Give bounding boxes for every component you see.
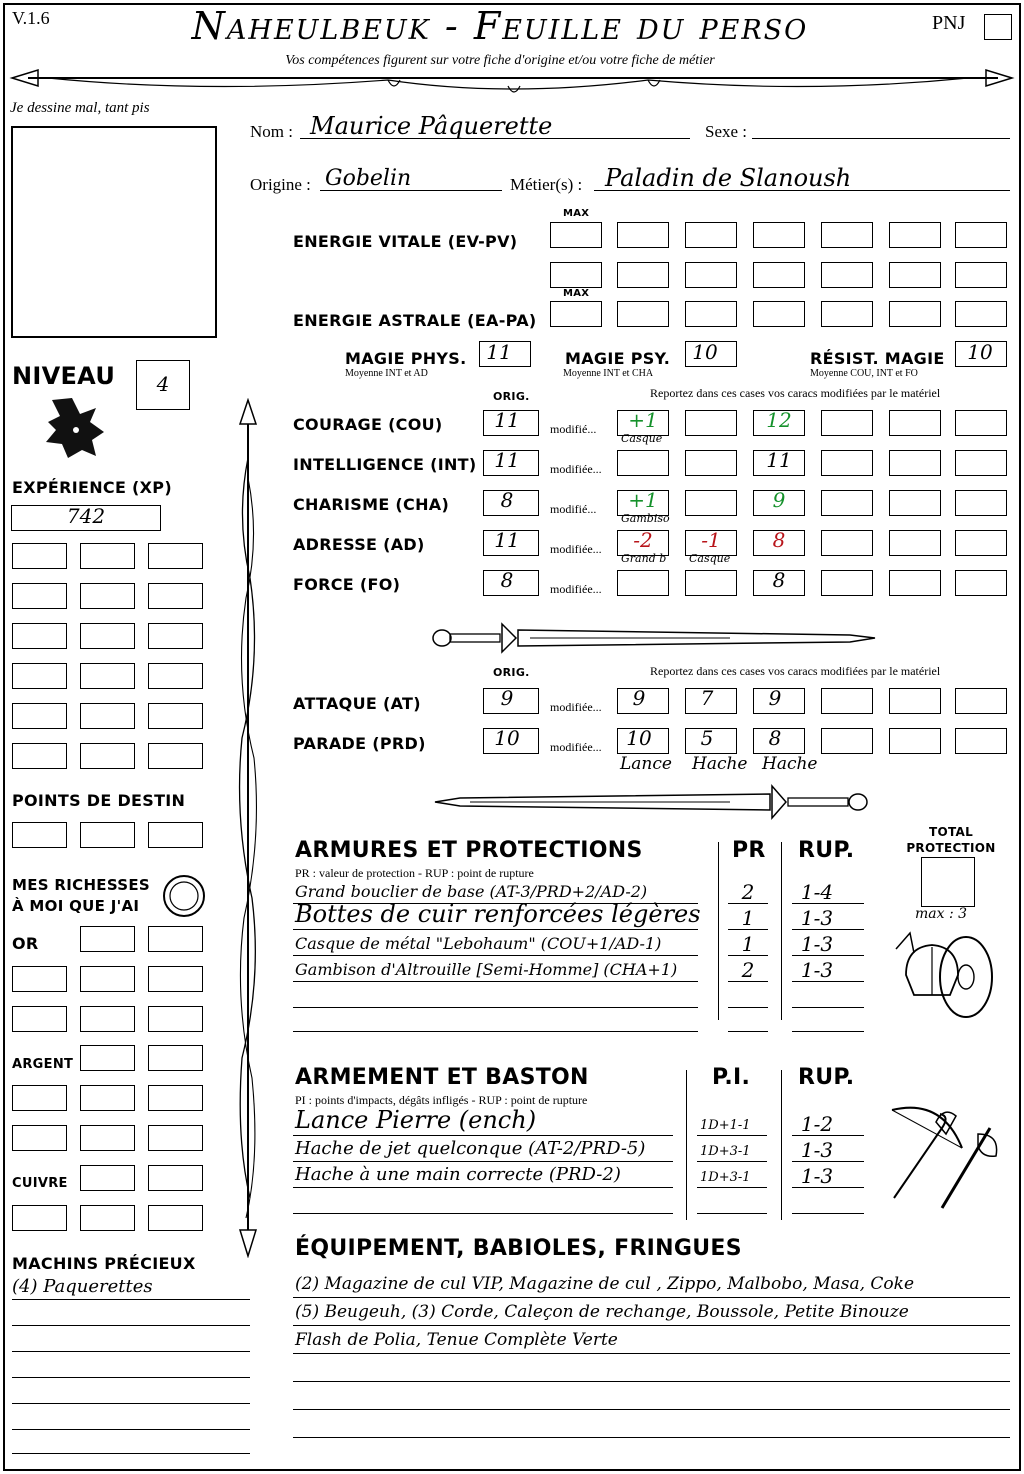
machins-label: MACHINS PRÉCIEUX	[12, 1254, 196, 1273]
equip-line-2[interactable]	[293, 1352, 1010, 1354]
argent-box-2-2[interactable]	[148, 1125, 203, 1151]
ev-box-1-4[interactable]	[821, 262, 873, 288]
reportez-note-2: Reportez dans ces cases vos caracs modifiées par le matériel	[650, 664, 941, 678]
carac-mod-box-3-3[interactable]	[821, 530, 873, 556]
origine-label: Origine :	[250, 175, 311, 194]
argent-box-1-1[interactable]	[80, 1085, 135, 1111]
ev-label: ENERGIE VITALE (EV-PV)	[293, 232, 518, 251]
ea-box-5[interactable]	[889, 301, 941, 327]
orig-label-2: ORIG.	[493, 666, 530, 679]
xp-box-2-2[interactable]	[148, 623, 203, 649]
pr-header: PR	[732, 838, 766, 863]
at-mod-box-4[interactable]	[889, 688, 941, 714]
arme-pi-line-3[interactable]	[697, 1212, 767, 1214]
carac-mod2-3: -1	[701, 528, 721, 552]
xp-box-0-2[interactable]	[148, 543, 203, 569]
coin-icon	[160, 872, 210, 922]
armure-rup-line-5[interactable]	[792, 1030, 864, 1032]
carac-mod3-3: 8	[772, 528, 786, 552]
weapons-icon	[882, 1098, 1002, 1214]
argent-value-box[interactable]	[80, 1045, 135, 1071]
arme-rup-0: 1-2	[800, 1112, 834, 1136]
or-box-1-0[interactable]	[12, 966, 67, 992]
weapon-name-2: Hache	[692, 754, 748, 774]
magie-psy-note: Moyenne INT et CHA	[563, 368, 654, 379]
arme-line-1[interactable]	[293, 1160, 673, 1162]
cuivre-label: CUIVRE	[12, 1176, 68, 1191]
armure-line-2[interactable]	[293, 954, 698, 956]
xp-box-4-0[interactable]	[12, 703, 67, 729]
armement-note: PI : points d'impacts, dégâts infligés - RUP : point de rupture	[295, 1093, 588, 1107]
arme-name-0: Lance Pierre (ench)	[295, 1106, 537, 1134]
carac-label-2: CHARISME (CHA)	[293, 495, 450, 514]
at-mod-box-3[interactable]	[821, 688, 873, 714]
magie-psy-label: MAGIE PSY.	[565, 349, 671, 368]
pnj-checkbox[interactable]	[984, 14, 1012, 40]
nom-value: Maurice Pâquerette	[310, 112, 553, 140]
armure-pr-3: 2	[741, 958, 755, 982]
carac-mod-box-4-5[interactable]	[955, 570, 1007, 596]
or-box-2-2[interactable]	[148, 1006, 203, 1032]
resist-value: 10	[967, 340, 993, 364]
ev-box-0-3[interactable]	[753, 222, 805, 248]
carac-mod-box-4-0[interactable]	[617, 570, 669, 596]
xp-box-1-2[interactable]	[148, 583, 203, 609]
machins-line-6[interactable]	[12, 1452, 250, 1454]
ev-box-1-5[interactable]	[889, 262, 941, 288]
xp-box-3-0[interactable]	[12, 663, 67, 689]
ev-box-1-2[interactable]	[685, 262, 737, 288]
carac-mod-box-3-4[interactable]	[889, 530, 941, 556]
vertical-spear-icon	[228, 398, 268, 1258]
ea-box-1[interactable]	[617, 301, 669, 327]
sexe-label: Sexe :	[705, 122, 748, 141]
ev-box-0-5[interactable]	[889, 222, 941, 248]
carac-note2-3: Casque	[689, 552, 731, 565]
carac-label-0: COURAGE (COU)	[293, 415, 443, 434]
prd-mod-2: 8	[768, 726, 782, 750]
cuivre-box-0-2[interactable]	[148, 1165, 203, 1191]
prd-orig: 10	[494, 726, 520, 750]
machins-line-4[interactable]	[12, 1402, 250, 1404]
portrait-box[interactable]	[11, 126, 217, 338]
carac-orig-1: 11	[494, 448, 520, 472]
armure-pr-1: 1	[741, 906, 755, 930]
arme-name-2: Hache à une main correcte (PRD-2)	[295, 1164, 621, 1185]
carac-mod3-1: 11	[766, 448, 792, 472]
carac-mod1-0: +1	[628, 408, 658, 432]
carac-note1-3: Grand b	[621, 552, 667, 565]
resist-label: RÉSIST. MAGIE	[810, 349, 945, 368]
argent-box-2-0[interactable]	[12, 1125, 67, 1151]
arme-line-2[interactable]	[293, 1186, 673, 1188]
ev-box-1-0[interactable]	[550, 262, 602, 288]
orig-label: ORIG.	[493, 390, 530, 403]
armure-rup-1: 1-3	[800, 906, 834, 930]
armement-divider-1	[686, 1070, 687, 1220]
or-box-1-1[interactable]	[80, 966, 135, 992]
at-label: ATTAQUE (AT)	[293, 694, 421, 713]
prd-mod-1: 5	[700, 726, 714, 750]
carac-mod-box-1-0[interactable]	[617, 450, 669, 476]
cuivre-box-1-2[interactable]	[148, 1205, 203, 1231]
carac-mod-box-4-1[interactable]	[685, 570, 737, 596]
at-modifie: modifiée...	[550, 700, 602, 714]
or-box-1-2[interactable]	[148, 966, 203, 992]
equip-line-4[interactable]	[293, 1408, 1010, 1410]
ea-box-4[interactable]	[821, 301, 873, 327]
weapon-name-1: Lance	[620, 754, 672, 774]
armure-name-2: Casque de métal "Lebohaum" (COU+1/AD-1)	[295, 934, 662, 953]
niveau-value: 4	[156, 372, 170, 396]
armure-name-3: Gambison d'Altrouille [Semi-Homme] (CHA+1)	[295, 960, 678, 979]
argent-box-1-2[interactable]	[148, 1085, 203, 1111]
armure-line-5[interactable]	[293, 1030, 698, 1032]
sword-icon	[430, 618, 880, 658]
at-mod-box-5[interactable]	[955, 688, 1007, 714]
carac-note1-0: Casque	[621, 432, 663, 445]
xp-box-1-0[interactable]	[12, 583, 67, 609]
arme-name-1: Hache de jet quelconque (AT-2/PRD-5)	[295, 1138, 646, 1159]
armure-pr-2: 1	[741, 932, 755, 956]
xp-box-1-1[interactable]	[80, 583, 135, 609]
or-box-0-2[interactable]	[148, 926, 203, 952]
pnj-label: PNJ	[932, 12, 966, 34]
machins-line-3[interactable]	[12, 1376, 250, 1378]
ea-box-2[interactable]	[685, 301, 737, 327]
carac-mod-box-3-5[interactable]	[955, 530, 1007, 556]
prd-mod-box-5[interactable]	[955, 728, 1007, 754]
magie-psy-value: 10	[692, 340, 718, 364]
armure-name-1: Bottes de cuir renforcées légères	[295, 900, 701, 928]
helmet-shield-icon	[888, 925, 998, 1025]
carac-mod-box-2-3[interactable]	[821, 490, 873, 516]
total-protection-box[interactable]	[921, 857, 975, 907]
armure-pr-0: 2	[741, 880, 755, 904]
carac-modifie-4: modifiée...	[550, 582, 602, 596]
ea-label: ENERGIE ASTRALE (EA-PA)	[293, 311, 537, 330]
carac-mod-box-1-3[interactable]	[821, 450, 873, 476]
carac-mod-box-1-1[interactable]	[685, 450, 737, 476]
carac-mod-box-2-1[interactable]	[685, 490, 737, 516]
equip-line-5[interactable]	[293, 1436, 1010, 1438]
xp-box-4-1[interactable]	[80, 703, 135, 729]
carac-label-1: INTELLIGENCE (INT)	[293, 455, 477, 474]
xp-box-5-2[interactable]	[148, 743, 203, 769]
xp-box-3-1[interactable]	[80, 663, 135, 689]
argent-box-0-2[interactable]	[148, 1045, 203, 1071]
carac-mod-box-0-3[interactable]	[821, 410, 873, 436]
magie-phys-value: 11	[486, 340, 512, 364]
machins-line-2[interactable]	[12, 1350, 250, 1352]
cuivre-value-box[interactable]	[80, 1165, 135, 1191]
carac-note1-2: Gambiso	[621, 512, 670, 525]
xp-box-5-1[interactable]	[80, 743, 135, 769]
rup-header: RUP.	[798, 838, 855, 863]
or-label: OR	[12, 934, 39, 953]
destin-label: POINTS DE DESTIN	[12, 791, 186, 810]
xp-box-2-1[interactable]	[80, 623, 135, 649]
carac-mod-box-0-4[interactable]	[889, 410, 941, 436]
version-label: V.1.6	[12, 8, 50, 28]
carac-mod-box-2-5[interactable]	[955, 490, 1007, 516]
carac-mod-box-1-4[interactable]	[889, 450, 941, 476]
destin-box-0[interactable]	[12, 822, 67, 848]
equip-line-0[interactable]	[293, 1296, 1010, 1298]
nom-label: Nom :	[250, 122, 293, 141]
niveau-label: NIVEAU	[12, 362, 116, 390]
armure-rup-3: 1-3	[800, 958, 834, 982]
equip-line-3[interactable]	[293, 1380, 1010, 1382]
arme-line-3[interactable]	[293, 1212, 673, 1214]
armement-divider-2	[781, 1070, 782, 1220]
carac-mod1-3: -2	[633, 528, 653, 552]
destin-box-2[interactable]	[148, 822, 203, 848]
sword-icon-2	[430, 782, 880, 822]
total-label-2: PROTECTION	[906, 841, 996, 855]
ea-box-3[interactable]	[753, 301, 805, 327]
carac-mod3-0: 12	[766, 408, 792, 432]
armure-line-4[interactable]	[293, 1006, 698, 1008]
carac-mod-box-4-4[interactable]	[889, 570, 941, 596]
xp-box-0-1[interactable]	[80, 543, 135, 569]
carac-mod-box-0-1[interactable]	[685, 410, 737, 436]
at-mod-2: 9	[768, 686, 782, 710]
prd-label: PARADE (PRD)	[293, 734, 426, 753]
pi-header: P.I.	[712, 1065, 751, 1090]
machins-line-5[interactable]	[12, 1428, 250, 1430]
ev-box-0-1[interactable]	[617, 222, 669, 248]
equip-line-1[interactable]	[293, 1324, 1010, 1326]
ev-box-0-6[interactable]	[955, 222, 1007, 248]
destin-box-1[interactable]	[80, 822, 135, 848]
ea-max-label: MAX	[563, 288, 590, 299]
armure-rup-2: 1-3	[800, 932, 834, 956]
rup-header-2: RUP.	[798, 1065, 855, 1090]
armures-divider-1	[718, 842, 719, 1020]
carac-mod-box-1-5[interactable]	[955, 450, 1007, 476]
carac-mod1-2: +1	[628, 488, 658, 512]
xp-value: 742	[66, 504, 106, 528]
ev-box-1-1[interactable]	[617, 262, 669, 288]
metier-value: Paladin de Slanoush	[605, 164, 852, 192]
reportez-note: Reportez dans ces cases vos caracs modifiées par le matériel	[650, 386, 941, 400]
richesses-label-2: À MOI QUE J'AI	[12, 897, 140, 915]
machins-line-0[interactable]	[12, 1298, 250, 1300]
at-mod-0: 9	[632, 686, 646, 710]
arme-pi-2: 1D+3-1	[700, 1170, 751, 1185]
page-subtitle: Vos compétences figurent sur votre fiche d'origine et/ou votre fiche de métier	[285, 53, 715, 68]
prd-mod-0: 10	[626, 726, 652, 750]
ev-box-0-4[interactable]	[821, 222, 873, 248]
arme-rup-line-3[interactable]	[792, 1212, 864, 1214]
arme-line-0[interactable]	[293, 1134, 673, 1136]
arme-rup-1: 1-3	[800, 1138, 834, 1162]
or-box-2-1[interactable]	[80, 1006, 135, 1032]
spear-divider-icon	[8, 64, 1016, 104]
at-orig: 9	[500, 686, 514, 710]
armure-pr-line-5[interactable]	[728, 1030, 768, 1032]
carac-modifie-3: modifiée...	[550, 542, 602, 556]
carac-label-4: FORCE (FO)	[293, 575, 401, 594]
equip-text-0: (2) Magazine de cul VIP, Magazine de cul , Zippo, Malbobo, Masa, Coke	[295, 1274, 915, 1294]
total-label-1: TOTAL	[928, 825, 974, 839]
carac-orig-4: 8	[500, 568, 514, 592]
arme-pi-0: 1D+1-1	[700, 1118, 751, 1133]
armures-label: ARMURES ET PROTECTIONS	[295, 838, 643, 863]
or-box-2-0[interactable]	[12, 1006, 67, 1032]
or-value-box[interactable]	[80, 926, 135, 952]
machins-value: (4) Paquerettes	[12, 1276, 153, 1297]
total-max: max : 3	[915, 906, 968, 922]
arme-pi-line-0[interactable]	[697, 1134, 767, 1136]
machins-line-1[interactable]	[12, 1324, 250, 1326]
armure-pr-line-4[interactable]	[728, 1006, 768, 1008]
ea-box-6[interactable]	[955, 301, 1007, 327]
sexe-field[interactable]	[752, 118, 1010, 139]
argent-box-2-1[interactable]	[80, 1125, 135, 1151]
carac-mod-box-4-3[interactable]	[821, 570, 873, 596]
xp-box-0-0[interactable]	[12, 543, 67, 569]
armure-rup-0: 1-4	[800, 880, 834, 904]
equip-text-1: (5) Beugeuh, (3) Corde, Caleçon de rechange, Boussole, Petite Binouze	[295, 1302, 909, 1322]
arme-rup-2: 1-3	[800, 1164, 834, 1188]
argent-box-1-0[interactable]	[12, 1085, 67, 1111]
metier-label: Métier(s) :	[510, 175, 583, 194]
arme-pi-1: 1D+3-1	[700, 1144, 751, 1159]
carac-mod3-4: 8	[772, 568, 786, 592]
armures-divider-2	[781, 842, 782, 1020]
carac-mod-box-2-4[interactable]	[889, 490, 941, 516]
carac-mod-box-0-5[interactable]	[955, 410, 1007, 436]
ev-max-label: MAX	[563, 208, 590, 219]
arme-pi-line-2[interactable]	[697, 1186, 767, 1188]
at-mod-1: 7	[700, 686, 714, 710]
resist-note: Moyenne COU, INT et FO	[810, 368, 918, 379]
carac-orig-0: 11	[494, 408, 520, 432]
cuivre-box-1-0[interactable]	[12, 1205, 67, 1231]
xp-label: EXPÉRIENCE (XP)	[12, 478, 172, 497]
armures-note: PR : valeur de protection - RUP : point de rupture	[295, 866, 534, 880]
ev-box-0-0[interactable]	[550, 222, 602, 248]
carac-mod3-2: 9	[772, 488, 786, 512]
ev-box-1-3[interactable]	[753, 262, 805, 288]
armure-rup-line-4[interactable]	[792, 1006, 864, 1008]
carac-orig-3: 11	[494, 528, 520, 552]
dragon-icon	[38, 392, 108, 464]
prd-mod-box-3[interactable]	[821, 728, 873, 754]
armement-label: ARMEMENT ET BASTON	[295, 1065, 589, 1090]
prd-modifie: modifiée...	[550, 740, 602, 754]
carac-orig-2: 8	[500, 488, 514, 512]
cuivre-box-1-1[interactable]	[80, 1205, 135, 1231]
carac-modifie-2: modifié...	[550, 502, 597, 516]
equip-text-2: Flash de Polia, Tenue Complète Verte	[295, 1330, 618, 1350]
ev-box-1-6[interactable]	[955, 262, 1007, 288]
portrait-caption: Je dessine mal, tant pis	[10, 100, 150, 116]
weapon-name-3: Hache	[762, 754, 818, 774]
xp-box-5-0[interactable]	[12, 743, 67, 769]
ea-box-0[interactable]	[550, 301, 602, 327]
ev-box-0-2[interactable]	[685, 222, 737, 248]
carac-modifie-1: modifiée...	[550, 462, 602, 476]
xp-box-2-0[interactable]	[12, 623, 67, 649]
argent-label: ARGENT	[12, 1057, 74, 1072]
carac-modifie-0: modifié...	[550, 422, 597, 436]
armure-name-0: Grand bouclier de base (AT-3/PRD+2/AD-2)	[295, 882, 648, 901]
page-title: Naheulbeuk - Feuille du perso	[191, 4, 809, 48]
richesses-label-1: MES RICHESSES	[12, 876, 151, 894]
xp-box-3-2[interactable]	[148, 663, 203, 689]
origine-value: Gobelin	[325, 166, 412, 191]
arme-pi-line-1[interactable]	[697, 1160, 767, 1162]
xp-box-4-2[interactable]	[148, 703, 203, 729]
magie-phys-note: Moyenne INT et AD	[345, 368, 428, 379]
armure-line-1[interactable]	[293, 928, 698, 930]
equip-label: ÉQUIPEMENT, BABIOLES, FRINGUES	[295, 1236, 742, 1261]
magie-phys-label: MAGIE PHYS.	[345, 349, 467, 368]
prd-mod-box-4[interactable]	[889, 728, 941, 754]
carac-label-3: ADRESSE (AD)	[293, 535, 425, 554]
armure-line-3[interactable]	[293, 980, 698, 982]
